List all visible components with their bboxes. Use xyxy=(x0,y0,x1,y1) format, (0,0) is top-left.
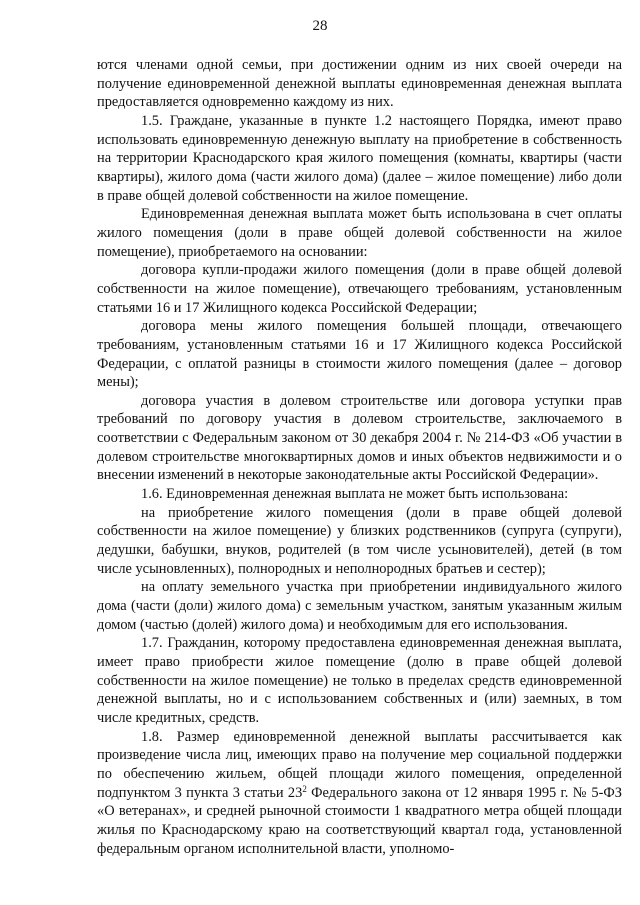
paragraph-1-7: 1.7. Гражданин, которому предоставлена единовременная денежная выплата, имеет право приобрести жилое помещение (долю в праве общей долевой собственности на жилое помещение) не только в пределах средств единовременной денежной выплаты, но и с использованием собственных и (или) заемных, в том числе кредитных, средств. xyxy=(97,635,622,726)
paragraph-land-plot: на оплату земельного участка при приобретении индивидуального жилого дома (части (доли) жилого дома) с земельным участком, занятым указанным жилым домом (частью (долей) жилого дома) и необходимым для его использования. xyxy=(97,579,622,633)
paragraph-1-5: 1.5. Граждане, указанные в пункте 1.2 настоящего Порядка, имеют право использовать единовременную денежную выплату на приобретение в собственность на территории Краснодарского края жилого помещения (комнаты, квартиры (части квартиры), жилого дома (части жилого дома) (далее – жилое помещение) либо доли в праве общей долевой собственности на жилое помещение. xyxy=(97,112,622,204)
paragraph-purchase-contract: договора купли-продажи жилого помещения (доли в праве общей долевой собственности на жилое помещение), отвечающего требованиям, установленным статьями 16 и 17 Жилищного кодекса Российской Федерации; xyxy=(97,262,622,316)
paragraph-1-8-head: 1.8. Размер единовременной денежной выплаты рассчитывается как произведение числа лиц, имеющих право на получение мер социальной поддержки по обеспечению жильем, общей площади жилого помещения, определенной подпунктом 3 пункта 3 статьи 23 xyxy=(97,728,622,801)
paragraph-continuation: ются членами одной семьи, при достижении одним из них своей очереди на получение единовременной денежной выплаты единовременная денежная выплата предоставляется одновременно каждому из них. xyxy=(97,57,622,111)
paragraph-payment-use: Единовременная денежная выплата может быть использована в счет оплаты жилого помещения (доли в праве общей долевой собственности на жилое помещение), приобретаемого на основании: xyxy=(97,206,622,260)
article-superscript: 2 xyxy=(302,783,307,794)
paragraph-1-8-tail: Федерального закона от 12 января 1995 г. № 5-ФЗ «О ветеранах», и средней рыночной стоимости 1 квадратного метра общей площади жилья по Краснодарскому краю на соответствующий квартал года, установленной федеральным органом исполнительной власти, уполномо- xyxy=(97,784,622,857)
page-number: 28 xyxy=(312,18,328,34)
paragraph-relatives: на приобретение жилого помещения (доли в праве общей долевой собственности на жилое помещение) у близких родственников (супруга (супруги), дедушки, бабушки, внуков, родителей (в том числе усыновителей), детей (в том числе усыновленных), полнородных и неполнородных братьев и сестер); xyxy=(97,504,622,577)
paragraph-exchange-contract: договора мены жилого помещения большей площади, отвечающего требованиям, установленным статьями 16 и 17 Жилищного кодекса Российской Федерации, с оплатой разницы в стоимости жилого помещения (далее – договор мены); xyxy=(97,318,622,391)
paragraph-1-8 xyxy=(97,728,622,859)
paragraph-shared-construction: договора участия в долевом строительстве или договора уступки прав требований по договору участия в долевом строительстве, заключаемого в соответствии с Федеральным законом от 30 декабря 2004 г. № 214-ФЗ «Об участии в долевом строительстве многоквартирных домов и иных объектов недвижимости и о внесении изменений в некоторые законодательные акты Российской Федерации». xyxy=(97,392,622,484)
paragraph-1-6: 1.6. Единовременная денежная выплата не может быть использована: xyxy=(141,486,569,503)
document-body xyxy=(97,56,622,858)
